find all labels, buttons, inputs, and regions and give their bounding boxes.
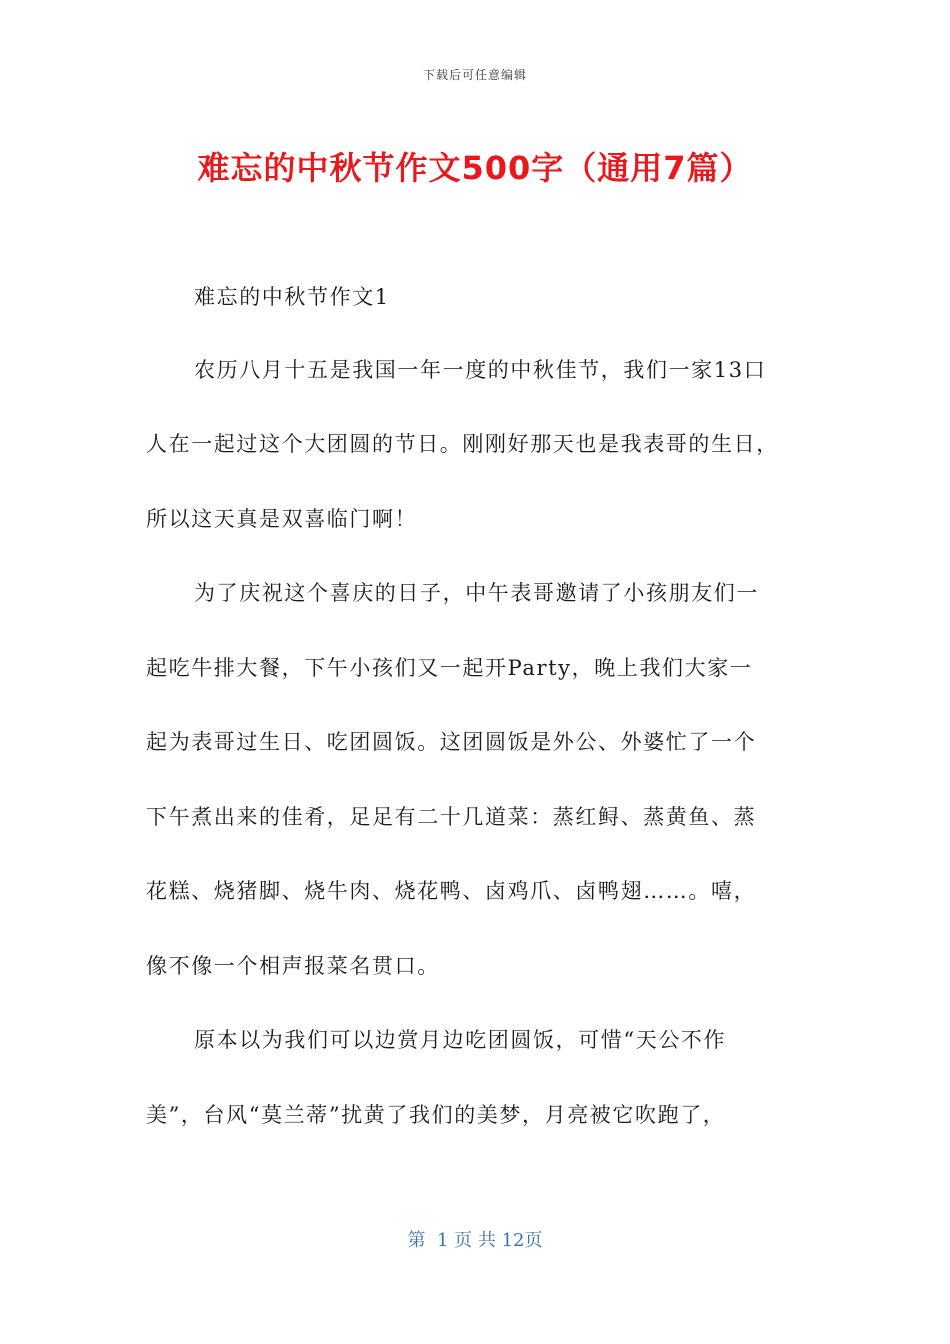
paragraph-line: 起吃牛排大餐，下午小孩们又一起开Party，晚上我们大家一 [146, 656, 753, 680]
paragraph-line: 农历八月十五是我国一年一度的中秋佳节，我们一家13口 [194, 358, 767, 382]
paragraph-line: 人在一起过这个大团圆的节日。刚刚好那天也是我表哥的生日， [146, 432, 779, 456]
document-title: 难忘的中秋节作文500字（通用7篇） [197, 149, 753, 187]
paragraph-line: 所以这天真是双喜临门啊！ [146, 507, 418, 531]
paragraph-line: 下午煮出来的佳肴，足足有二十几道菜：蒸红鲟、蒸黄鱼、蒸 [146, 805, 757, 829]
paragraph-line: 像不像一个相声报菜名贯口。 [146, 954, 440, 978]
paragraph-line: 花糕、烧猪脚、烧牛肉、烧花鸭、卤鸡爪、卤鸭翅……。嘻， [146, 879, 757, 903]
paragraph-line: 起为表哥过生日、吃团圆饭。这团圆饭是外公、外婆忙了一个 [146, 730, 757, 754]
paragraph-line: 原本以为我们可以边赏月边吃团圆饭，可惜“天公不作 [194, 1028, 727, 1052]
section-heading: 难忘的中秋节作文1 [194, 285, 390, 309]
paragraph-line: 为了庆祝这个喜庆的日子，中午表哥邀请了小孩朋友们一 [194, 581, 759, 605]
page-number-footer: 第 1 页 共 12页 [407, 1230, 543, 1251]
paragraph-line: 美”，台风“莫兰蒂”扰黄了我们的美梦，月亮被它吹跑了， [146, 1103, 726, 1127]
header-note: 下载后可任意编辑 [422, 68, 527, 82]
